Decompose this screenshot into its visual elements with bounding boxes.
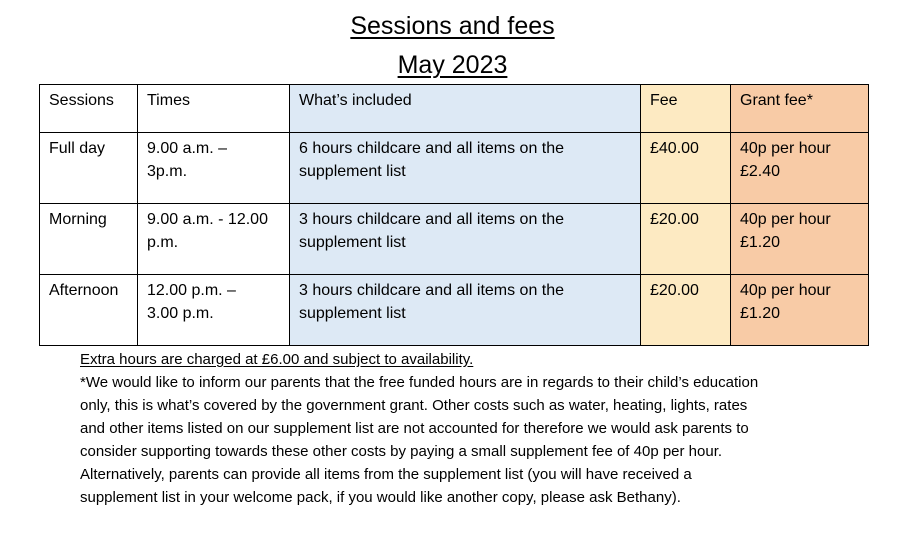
grant-explanation	[80, 371, 840, 509]
session-times-line: 9.00 a.m. - 12.00	[147, 211, 268, 228]
grant-explanation-line: only, this is what’s covered by the government grant. Other costs such as water, heating, lights, rates	[80, 397, 748, 414]
session-fee: £40.00	[641, 133, 731, 204]
table-row	[40, 133, 869, 204]
page-subtitle: May 2023	[397, 51, 508, 79]
sessions-fees-table	[39, 84, 869, 346]
session-name: Full day	[40, 133, 138, 204]
session-included-line: 6 hours childcare and all items on the	[299, 140, 565, 157]
notes-section	[80, 348, 840, 509]
session-included-line: supplement list	[299, 163, 406, 180]
header-whats-included: What’s included	[290, 85, 641, 133]
session-included-line: supplement list	[299, 234, 406, 251]
session-included	[290, 275, 641, 346]
session-name: Morning	[40, 204, 138, 275]
grant-explanation-line: *We would like to inform our parents that the free funded hours are in regards to their child’s education	[80, 374, 759, 391]
grant-fee-total: £1.20	[740, 305, 781, 322]
session-times	[138, 204, 290, 275]
extra-hours-note: Extra hours are charged at £6.00 and subject to availability.	[80, 351, 474, 368]
grant-explanation-line: and other items listed on our supplement list are not accounted for therefore we would ask parents to	[80, 420, 749, 437]
table-row	[40, 275, 869, 346]
table-header-row	[40, 85, 869, 133]
session-included	[290, 204, 641, 275]
grant-fee-total: £2.40	[740, 163, 781, 180]
grant-fee-rate: 40p per hour	[740, 282, 831, 299]
session-included-line: supplement list	[299, 305, 406, 322]
grant-fee-rate: 40p per hour	[740, 211, 831, 228]
grant-explanation-line: consider supporting towards these other costs by paying a small supplement fee of 40p per hour.	[80, 443, 723, 460]
session-times	[138, 275, 290, 346]
session-times-line: p.m.	[147, 234, 179, 251]
session-times	[138, 133, 290, 204]
session-times-line: 3.00 p.m.	[147, 305, 214, 322]
grant-explanation-line: supplement list in your welcome pack, if you would like another copy, please ask Bethany).	[80, 489, 681, 506]
session-included	[290, 133, 641, 204]
session-fee: £20.00	[641, 204, 731, 275]
session-times-line: 12.00 p.m. –	[147, 282, 236, 299]
page-title: Sessions and fees	[350, 12, 555, 40]
table-row	[40, 204, 869, 275]
session-fee: £20.00	[641, 275, 731, 346]
grant-fee-total: £1.20	[740, 234, 781, 251]
header-grant-fee: Grant fee*	[731, 85, 869, 133]
header-fee: Fee	[641, 85, 731, 133]
session-grant-fee	[731, 133, 869, 204]
session-name: Afternoon	[40, 275, 138, 346]
session-grant-fee	[731, 204, 869, 275]
header-times: Times	[138, 85, 290, 133]
grant-fee-rate: 40p per hour	[740, 140, 831, 157]
header-sessions: Sessions	[40, 85, 138, 133]
session-grant-fee	[731, 275, 869, 346]
session-included-line: 3 hours childcare and all items on the	[299, 282, 565, 299]
session-times-line: 9.00 a.m. –	[147, 140, 228, 157]
grant-explanation-line: Alternatively, parents can provide all items from the supplement list (you will have received a	[80, 466, 692, 483]
session-times-line: 3p.m.	[147, 163, 188, 180]
session-included-line: 3 hours childcare and all items on the	[299, 211, 565, 228]
